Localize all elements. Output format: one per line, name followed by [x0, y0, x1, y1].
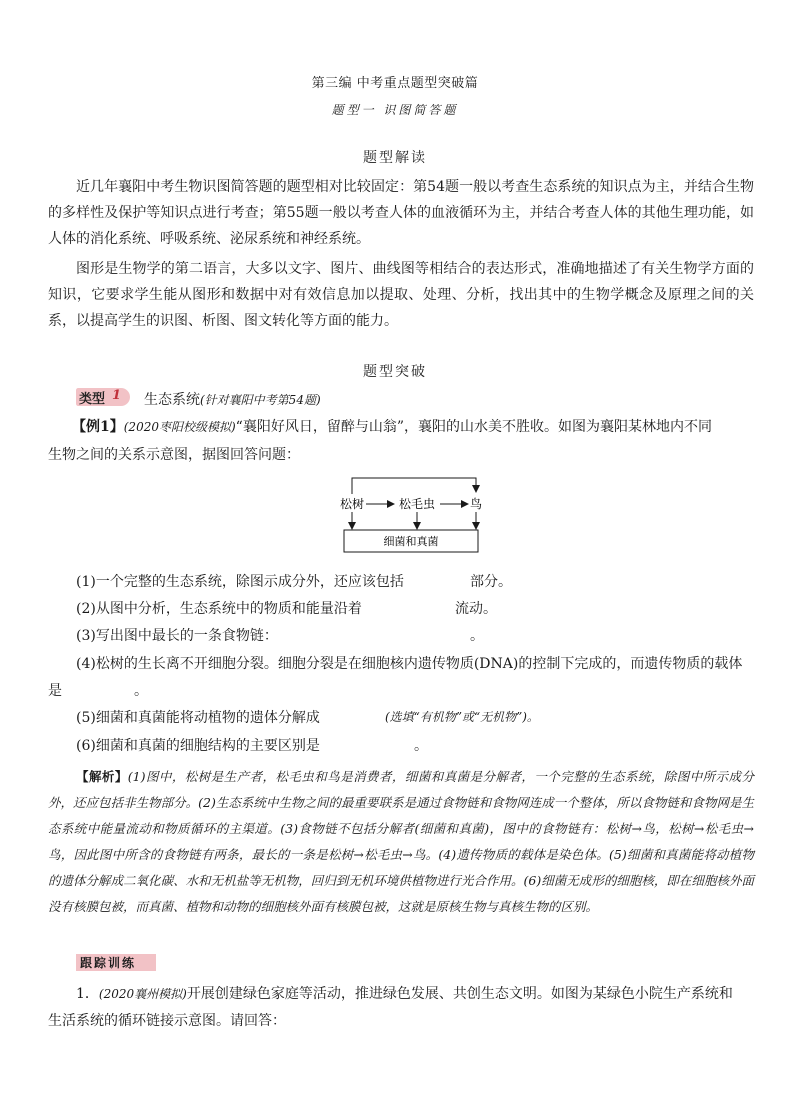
question-4-continuation: 是	[48, 683, 62, 699]
food-web-diagram	[330, 470, 490, 556]
example-stem-line-1	[72, 416, 712, 436]
question-3-stem: (3)写出图中最长的一条食物链：	[76, 628, 278, 644]
interpretation-paragraph-1: 近几年襄阳中考生物识图简答题的题型相对比较固定：第54题一般以考查生态系统的知识点为主，并结合生物的多样性及保护等知识点进行考查；第55题一般以考查人体的血液循环为主，并结合考查人体的其他生理功能，如人体的消化系统、呼吸系统、泌尿系统和神经系统。	[48, 179, 754, 247]
question-3-tail: 。	[470, 628, 484, 644]
question-1-stem: (1)一个完整的生态系统，除图示成分外，还应该包括	[76, 574, 404, 590]
type-badge-label: 类型	[79, 392, 106, 407]
type-badge-number: 1	[112, 388, 122, 403]
type-note: (针对襄阳中考第54题)	[200, 393, 321, 407]
question-6-tail: 。	[414, 738, 428, 754]
analysis-label: 【解析】	[76, 769, 128, 784]
section-subtitle: 题型一 识图简答题	[331, 103, 459, 117]
node-pine: 松树	[339, 497, 365, 511]
question-1-tail: 部分。	[470, 574, 512, 590]
example-stem-text-1: “襄阳好风日，留醉与山翁”，襄阳的山水美不胜收。如图为襄阳某林地内不同	[235, 419, 712, 435]
training-item-number: 1．	[76, 986, 99, 1002]
training-item-line-2: 生活系统的循环链接示意图。请回答：	[48, 1013, 286, 1029]
interpretation-paragraph-2: 图形是生物学的第二语言，大多以文字、图片、曲线图等相结合的表达形式，准确地描述了有关生物学方面的知识，它要求学生能从图形和数据中对有效信息加以提取、处理、分析，找出其中的生物学概念及原理之间的关系，以提高学生的识图、析图、图文转化等方面的能力。	[48, 261, 754, 329]
breakthrough-heading: 题型突破	[363, 364, 427, 380]
type-badge	[76, 388, 130, 406]
node-bird: 鸟	[469, 497, 483, 511]
question-4-tail: 。	[134, 683, 148, 699]
type-title-text: 生态系统	[144, 392, 200, 408]
example-stem-line-2: 生物之间的关系示意图，据图回答问题：	[48, 447, 300, 463]
node-caterpillar: 松毛虫	[398, 497, 436, 511]
question-2-tail: 流动。	[455, 601, 497, 617]
question-2-stem: (2)从图中分析，生态系统中的物质和能量沿着	[76, 601, 362, 617]
question-5-note: (选填“有机物”或“无机物”)。	[385, 710, 539, 724]
decomposer-label: 细菌和真菌	[383, 535, 439, 548]
example-label: 【例1】	[72, 419, 124, 435]
question-4-stem: (4)松树的生长离不开细胞分裂。细胞分裂是在细胞核内遗传物质(DNA)的控制下完成的，而遗传物质的载体	[76, 656, 743, 672]
question-6-stem: (6)细菌和真菌的细胞结构的主要区别是	[76, 738, 320, 754]
arrow-pine-to-bird	[352, 478, 476, 494]
part-title: 第三编 中考重点题型突破篇	[311, 76, 479, 91]
training-badge-label: 跟踪训练	[80, 956, 137, 970]
training-item-source: (2020襄州模拟)	[98, 987, 187, 1001]
training-badge	[76, 954, 156, 971]
analysis-block	[48, 764, 754, 920]
analysis-text: (1)图中，松树是生产者，松毛虫和鸟是消费者，细菌和真菌是分解者，一个完整的生态系统，除图中所示成分外，还应包括非生物部分。(2)生态系统中生物之间的最重要联系是通过食物链和食物网连成一个整体，所以食物链和食物网是生态系统中能量流动和物质循环的主渠道。(3)食物链不包括分解者(细菌和真菌)，图中的食物链有：松树→鸟，松树→松毛虫→鸟，因此图中所含的食物链有两条，最长的一条是松树→松毛虫→鸟。(4)遗传物质的载体是染色体。(5)细菌和真菌能将动植物的遗体分解成二氧化碳、水和无机盐等无机物，回归到无机环境供植物进行光合作用。(6)细菌无成形的细胞核，即在细胞核外面没有核膜包被，而真菌、植物和动物的细胞核外面有核膜包被，这就是原核生物与真核生物的区别。	[48, 769, 754, 914]
interpretation-heading: 题型解读	[363, 150, 427, 166]
question-5-stem: (5)细菌和真菌能将动植物的遗体分解成	[76, 710, 320, 726]
training-item-line-1	[76, 983, 733, 1003]
training-item-text-1: 开展创建绿色家庭等活动，推进绿色发展、共创生态文明。如图为某绿色小院生产系统和	[186, 986, 733, 1002]
type-title	[144, 389, 321, 409]
example-source: (2020枣阳校级模拟)	[123, 420, 236, 434]
